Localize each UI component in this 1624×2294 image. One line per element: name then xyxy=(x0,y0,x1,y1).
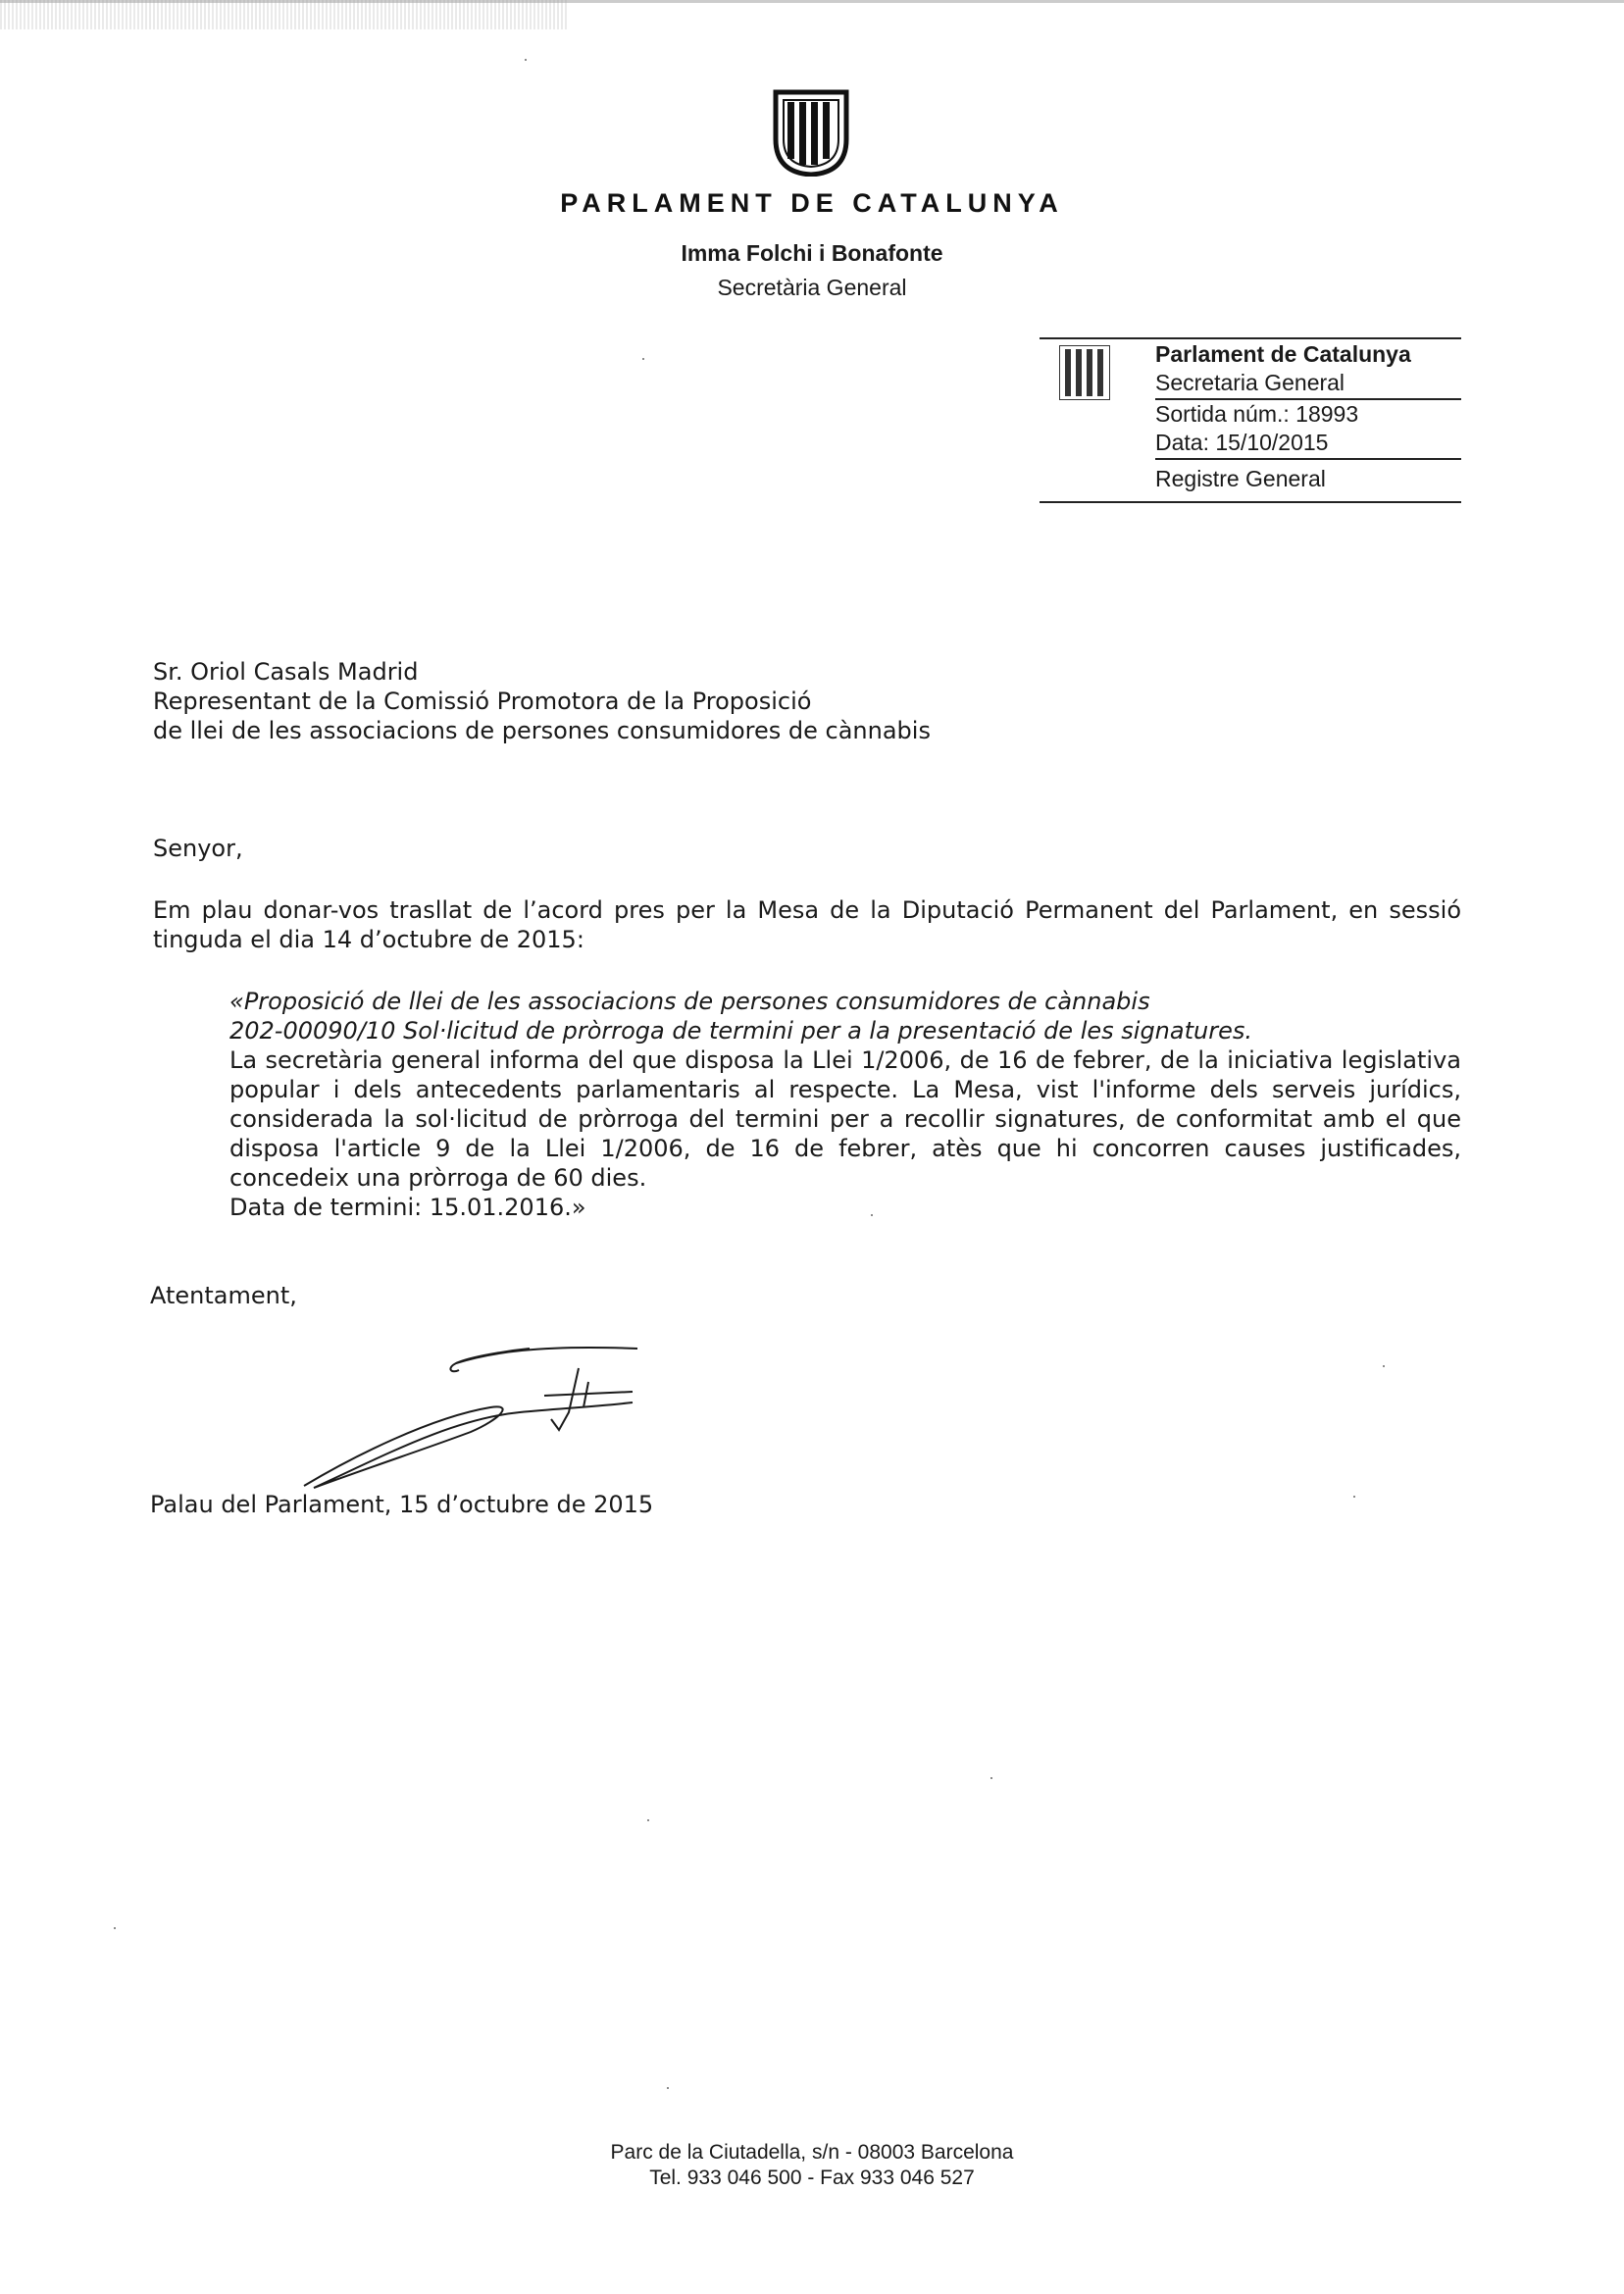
addressee-block xyxy=(153,657,931,745)
scan-speck xyxy=(1353,1496,1355,1498)
salutation: Senyor, xyxy=(153,835,243,862)
scan-speck xyxy=(667,2087,669,2089)
scan-edge-noise xyxy=(0,0,569,29)
stamp-exit-number: Sortida núm.: 18993 xyxy=(1155,401,1359,427)
agreement-quote xyxy=(229,987,1461,1222)
stamp-rule-mid xyxy=(1155,398,1461,400)
scan-speck xyxy=(642,358,644,360)
signer-name: Imma Folchi i Bonafonte xyxy=(681,240,943,266)
stamp-registry: Registre General xyxy=(1155,466,1326,491)
scan-speck xyxy=(647,1819,649,1821)
closing: Atentament, xyxy=(150,1282,297,1309)
addressee-role-line1: Representant de la Comissió Promotora de la Proposició xyxy=(153,688,812,715)
stamp-rule-bottom xyxy=(1040,501,1461,503)
quote-title: «Proposició de llei de les associacions de persones consumidores de cànnabis xyxy=(229,988,1150,1015)
footer-address: Parc de la Ciutadella, s/n - 08003 Barcelona xyxy=(610,2141,1014,2164)
scan-speck xyxy=(1383,1365,1385,1367)
quote-reference: 202-00090/10 Sol·licitud de pròrroga de termini per a la presentació de les signatures. xyxy=(229,1017,1252,1045)
stamp-date: Data: 15/10/2015 xyxy=(1155,430,1329,455)
quote-deadline: Data de termini: 15.01.2016.» xyxy=(229,1194,586,1221)
stamp-emblem-icon xyxy=(1059,345,1110,400)
handwritten-signature xyxy=(294,1309,667,1505)
scan-top-border xyxy=(0,0,1624,3)
stamp-org: Parlament de Catalunya xyxy=(1155,341,1411,367)
scan-speck xyxy=(525,59,527,61)
stamp-rule-top xyxy=(1040,337,1461,339)
registry-stamp xyxy=(1040,335,1461,504)
scan-speck xyxy=(990,1777,992,1779)
scan-speck xyxy=(871,1214,873,1216)
footer xyxy=(0,2140,1624,2191)
intro-paragraph: Em plau donar-vos trasllat de l’acord pres per la Mesa de la Diputació Permanent del Parlament, en sessió tinguda el dia 14 d’octubre de 2015: xyxy=(153,896,1461,953)
place-and-date: Palau del Parlament, 15 d’octubre de 2015 xyxy=(150,1491,654,1518)
parliament-emblem-icon xyxy=(772,88,850,177)
addressee-role-line2: de llei de les associacions de persones consumidores de cànnabis xyxy=(153,717,931,744)
organization-title: PARLAMENT DE CATALUNYA xyxy=(560,188,1064,218)
footer-contact: Tel. 933 046 500 - Fax 933 046 527 xyxy=(649,2167,975,2189)
signer-role: Secretària General xyxy=(717,275,907,300)
stamp-rule-lower xyxy=(1155,458,1461,460)
scan-speck xyxy=(114,1927,116,1929)
quote-body: La secretària general informa del que disposa la Llei 1/2006, de 16 de febrer, de la iniciativa legislativa popular i dels antecedents parlamentaris al respecte. La Mesa, vist l'informe dels serveis jurídics, considerada la sol·licitud de pròrroga del termini per a recollir signatures, de conformitat amb el que disposa l'article 9 de la Llei 1/2006, de 16 de febrer, atès que hi concorren causes justificades, concedeix una pròrroga de 60 dies. xyxy=(229,1046,1461,1192)
addressee-name: Sr. Oriol Casals Madrid xyxy=(153,658,419,686)
stamp-department: Secretaria General xyxy=(1155,370,1345,395)
